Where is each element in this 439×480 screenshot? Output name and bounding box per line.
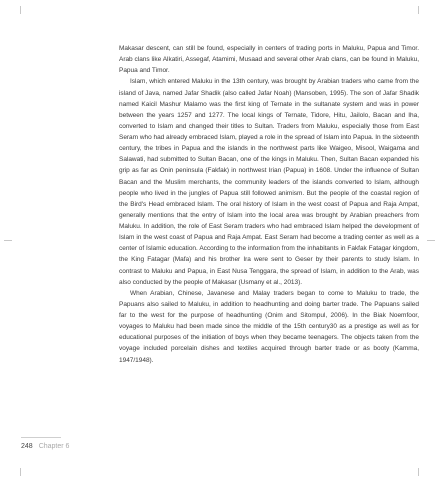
footer-rule [21, 437, 61, 438]
page-footer [21, 443, 69, 450]
crop-mark-bottom-left [20, 468, 21, 476]
crop-mark-left [4, 240, 12, 241]
paragraph-1: Makasar descent, can still be found, especially in centers of trading ports in Maluku, Papua and Timor. Arab clans like Alkatiri, Assegaf, Atamimi, Musaad and several other Arab clans, can be found in Maluku, Papua and Timor. [119, 45, 419, 75]
crop-mark-bottom-right [418, 468, 419, 476]
paragraph-3: When Arabian, Chinese, Javanese and Malay traders began to come to Maluku to trade, the Papuans also sailed to Maluku, in addition to headhunting and doing barter trade. The Papuans sailed far to the west for the purpose of headhunting (Onim and Sitompul, 2006). In the Biak Noemfoor, voyages to Maluku had been made since the middle of the 15th century30 as a prestige as well as for educational purposes of the initiation of boys when they became teenagers. The objects taken from the voyage included porcelain dishes and textiles acquired through barter trade or as booty (Kamma, 1947/1948). [119, 289, 419, 364]
body-text [119, 43, 419, 366]
chapter-label: Chapter 6 [38, 443, 70, 450]
crop-mark-right [427, 240, 435, 241]
crop-mark-top-right [418, 6, 419, 14]
crop-mark-top-left [20, 6, 21, 14]
page-number: 248 [21, 443, 33, 450]
paragraph-2: Islam, which entered Maluku in the 13th century, was brought by Arabian traders who came from the island of Java, named Jafar Shadik (also called Jafar Noah) (Mansoben, 1995). The son of Jafar Shadik named Kaicil Mashur Malamo was the first king of Ternate in the sultanate system and was in power between the years 1257 and 1277. The local kings of Ternate, Tidore, Hitu, Jailolo, Bacan and Iha, converted to Islam and changed their titles to Sultan. Traders from Maluku, especially those from East Seram who had already embraced Islam, played a role in the spread of Islam into Papua. In the sixteenth century, the tribes in Papua and the islands in the northwest parts like Waigeo, Misool, Waigama and Salawati, had submitted to Sultan Bacan, one of the kings in Maluku. Then, Sultan Bacan expanded his grip as far as Onin peninsula (Fakfak) in northwest Irian (Papua) in 1608. Under the influence of Sultan Bacan and the Muslim merchants, the community leaders of the islands converted to Islam, although people who lived in the jungles of Papua still followed animism. But the people of the coastal region of the Bird's Head embraced Islam. The oral history of Islam in the west coast of Papua and Raja Ampat, generally mentions that the entry of Islam into the local area was brought by Arabian preachers from Maluku. In addition, the role of East Seram traders who had embraced Islam helped the development of Islam in the west coast of Papua and Raja Ampat. East Seram had become a trading center as well as a center of Islamic education. According to the information from the inhabitants in Fakfak Fatagar kingdom, the King Fatagar (Mafa) and his brother Ira were sent to Geser by their parents to study Islam. In contrast to Maluku and Papua, in East Nusa Tenggara, the spread of Islam, in addition to the Arab, was also conducted by the people of Makasar (Usmany et al., 2013). [119, 78, 420, 286]
